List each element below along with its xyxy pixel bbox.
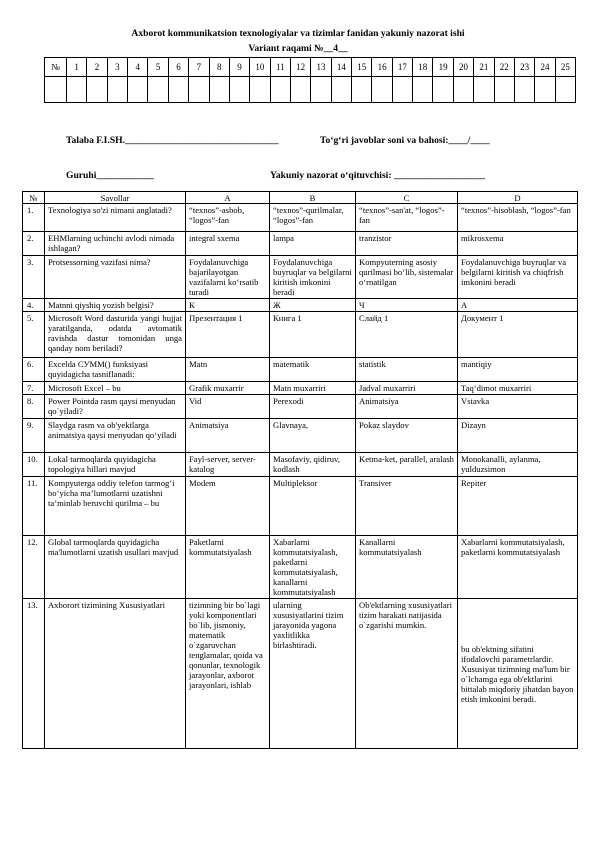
option-a[interactable]: К — [186, 299, 270, 312]
answer-cell[interactable] — [494, 77, 514, 103]
question-row — [23, 299, 578, 312]
answer-grid — [44, 57, 576, 103]
option-c[interactable]: Kanallarni kommutatsiyalash — [356, 536, 458, 599]
answer-grid-header-row — [45, 58, 576, 77]
answer-grid-number: 21 — [474, 58, 494, 77]
header-option-a: A — [186, 192, 270, 204]
answer-cell[interactable] — [87, 77, 107, 103]
option-b[interactable]: Perexodi — [270, 395, 356, 419]
question-number: 6. — [23, 358, 45, 382]
variant-number: Variant raqami №__4__ — [248, 43, 348, 54]
option-a[interactable]: Paketlarni kommutatsiyalash — [186, 536, 270, 599]
header-question: Savollar — [45, 192, 186, 204]
question-row — [23, 477, 578, 536]
answer-grid-number: 1 — [67, 58, 87, 77]
answer-grid-number: 18 — [413, 58, 433, 77]
question-row — [23, 358, 578, 382]
answer-cell[interactable] — [311, 77, 331, 103]
answer-cell[interactable] — [168, 77, 188, 103]
question-number: 10. — [23, 453, 45, 477]
option-d[interactable]: Taq‘dimot muxarriri — [458, 382, 578, 395]
option-b[interactable]: “texnos”-qurilmalar, “logos”-fan — [270, 204, 356, 232]
option-d[interactable]: bu ob'ektning sifatini ifodalovchi parametrlardir. Xususiyat tizimning ma'lum bir o`lchamga ega ob'ektlarini bittalab miqdoriy jihatdan bayon etish imkonini beradi. — [458, 599, 578, 749]
question-text: Excelda СУММ() funksiyasi quyidagicha tasniflanadi: — [45, 358, 186, 382]
option-d[interactable]: Vstavka — [458, 395, 578, 419]
question-number: 4. — [23, 299, 45, 312]
question-number: 13. — [23, 599, 45, 749]
score-field[interactable]: To‘g‘ri javoblar soni va bahosi:____/____ — [320, 135, 490, 146]
answer-grid-number: 3 — [107, 58, 127, 77]
question-row — [23, 395, 578, 419]
option-c[interactable]: Jadval muxarriri — [356, 382, 458, 395]
answer-cell[interactable] — [331, 77, 351, 103]
option-c[interactable]: tranzistor — [356, 232, 458, 256]
answer-grid-number: 12 — [290, 58, 310, 77]
question-text: Global tarmoqlarda quyidagicha ma'lumotlarni uzatish usullari mavjud — [45, 536, 186, 599]
question-text: Protsessorning vazifasi nima? — [45, 256, 186, 299]
option-b[interactable]: Glavnaya, — [270, 419, 356, 453]
question-text: Microsoft Excel – bu — [45, 382, 186, 395]
answer-grid-number: 2 — [87, 58, 107, 77]
question-row — [23, 204, 578, 232]
header-number: № — [23, 192, 45, 204]
option-b[interactable]: Xabarlarni kommutatsiyalash, paketlarni kommutatsiyalash, kanallarni kommutatsiyalash — [270, 536, 356, 599]
answer-grid-number: 24 — [535, 58, 555, 77]
question-text: Power Pointda rasm qaysi menyudan qo`yiladi? — [45, 395, 186, 419]
option-d[interactable]: “texnos”-hisoblash, “logos”-fan — [458, 204, 578, 232]
answer-grid-number: 4 — [128, 58, 148, 77]
teacher-field[interactable]: Yakuniy nazorat o‘qituvchisi: ___________________ — [270, 170, 486, 181]
option-c[interactable]: Transiver — [356, 477, 458, 536]
answer-cell[interactable] — [453, 77, 473, 103]
question-number: 1. — [23, 204, 45, 232]
question-number: 2. — [23, 232, 45, 256]
question-text: EHMlarning uchinchi avlodi nimada ishlagan? — [45, 232, 186, 256]
question-number: 12. — [23, 536, 45, 599]
option-c[interactable]: Kompyuterning asosiy qurilmasi bo‘lib, sistemalar o‘rnatilgan — [356, 256, 458, 299]
option-d[interactable]: Xabarlarni kommutatsiyalash, paketlarni kommutatsiyalash — [458, 536, 578, 599]
option-b[interactable]: Masofaviy, qidiruv, kodlash — [270, 453, 356, 477]
answer-cell[interactable] — [270, 77, 290, 103]
option-a[interactable]: “texnos”-asbob, “logos”-fan — [186, 204, 270, 232]
answer-cell[interactable] — [413, 77, 433, 103]
option-d[interactable]: mantiqiy — [458, 358, 578, 382]
questions-header-row — [23, 192, 578, 204]
answer-grid-number: 14 — [331, 58, 351, 77]
answer-cell[interactable] — [229, 77, 249, 103]
question-text: Axborort tizimining Xususiyatlari — [45, 599, 186, 749]
option-c[interactable]: “texnos”-san'at, “logos”-fan — [356, 204, 458, 232]
header-option-d: D — [458, 192, 578, 204]
answer-cell[interactable] — [148, 77, 168, 103]
answer-grid-number: 11 — [270, 58, 290, 77]
option-a[interactable]: Grafik muxarrir — [186, 382, 270, 395]
answer-cell[interactable] — [514, 77, 534, 103]
answer-grid-number: 19 — [433, 58, 453, 77]
option-b[interactable]: lampa — [270, 232, 356, 256]
option-d[interactable]: Документ 1 — [458, 312, 578, 358]
answer-grid-answer-row — [45, 77, 576, 103]
option-d[interactable]: Foydalanuvchiga buyruqlar va belgilarni kiritish va chiqfrish imkonini beradi — [458, 256, 578, 299]
answer-cell[interactable] — [189, 77, 209, 103]
answer-grid-number: 20 — [453, 58, 473, 77]
answer-cell[interactable] — [107, 77, 127, 103]
option-b[interactable]: Книга 1 — [270, 312, 356, 358]
answer-cell[interactable] — [352, 77, 372, 103]
question-text: Lokal tarmoqlarda quyidagicha topologiya hillari mavjud — [45, 453, 186, 477]
option-b[interactable]: ularning xususiyatlarini tizim jarayonida yagona yaxlitlikka birlashtiradi. — [270, 599, 356, 749]
answer-grid-number: 22 — [494, 58, 514, 77]
answer-grid-number: 9 — [229, 58, 249, 77]
answer-grid-label: № — [45, 58, 67, 77]
option-c[interactable]: statistik — [356, 358, 458, 382]
option-b[interactable]: Ж — [270, 299, 356, 312]
answer-cell[interactable] — [555, 77, 575, 103]
option-c[interactable]: Ob'ektlarning xususiyatlari tizim harakati natijasida o`zgarishi mumkin. — [356, 599, 458, 749]
option-a[interactable]: Презентация 1 — [186, 312, 270, 358]
header-option-c: C — [356, 192, 458, 204]
question-number: 5. — [23, 312, 45, 358]
question-number: 7. — [23, 382, 45, 395]
question-number: 3. — [23, 256, 45, 299]
answer-cell[interactable] — [535, 77, 555, 103]
option-a[interactable]: Fayl-server, server-katalog — [186, 453, 270, 477]
question-row — [23, 256, 578, 299]
question-text: Kompyuterga oddiy telefon tarmog‘i bo‘yicha ma’lumotlarni uzatishni ta’minlab beruvchi qurilma – bu — [45, 477, 186, 536]
option-a[interactable]: Matn — [186, 358, 270, 382]
option-b[interactable]: Multipleksor — [270, 477, 356, 536]
answer-cell[interactable] — [392, 77, 412, 103]
group-field[interactable]: Guruhi____________ — [66, 170, 154, 181]
answer-grid-number: 16 — [372, 58, 392, 77]
option-d[interactable]: Dizayn — [458, 419, 578, 453]
question-row — [23, 419, 578, 453]
answer-cell[interactable] — [372, 77, 392, 103]
option-c[interactable]: Pokaz slaydov — [356, 419, 458, 453]
option-a[interactable]: Animatsiya — [186, 419, 270, 453]
question-row — [23, 312, 578, 358]
option-d[interactable]: Repiter — [458, 477, 578, 536]
option-a[interactable]: Modem — [186, 477, 270, 536]
header-option-b: B — [270, 192, 356, 204]
answer-grid-label-spacer — [45, 77, 67, 103]
answer-grid-number: 5 — [148, 58, 168, 77]
answer-grid-number: 15 — [352, 58, 372, 77]
question-text: Microsoft Word dasturida yangi hujjat yaratilganda, odatda avtomatik ravishda dastur tomonidan unga qanday nom beriladi? — [45, 312, 186, 358]
question-row — [23, 599, 578, 749]
option-d[interactable]: А — [458, 299, 578, 312]
option-a[interactable]: Foydalanuvchiga bajarilayotgan vazifalarni ko‘rsatib turadi — [186, 256, 270, 299]
option-a[interactable]: integral sxema — [186, 232, 270, 256]
answer-grid-number: 10 — [250, 58, 270, 77]
question-text: Slaydga rasm va ob'yektlarga animatsiya qaysi menyudan qo‘yiladi — [45, 419, 186, 453]
question-number: 8. — [23, 395, 45, 419]
option-b[interactable]: Foydalanuvchiga buyruqlar va belgilarni kiritish imkonini beradi — [270, 256, 356, 299]
question-row — [23, 453, 578, 477]
answer-cell[interactable] — [474, 77, 494, 103]
answer-grid-number: 8 — [209, 58, 229, 77]
answer-grid-number: 25 — [555, 58, 575, 77]
option-b[interactable]: Matn muxarriri — [270, 382, 356, 395]
answer-grid-number: 6 — [168, 58, 188, 77]
student-name-field[interactable]: Talaba F.I.SH.________________________________ — [66, 135, 279, 146]
question-text: Texnologiya so'zi nimani anglatadi? — [45, 204, 186, 232]
option-c[interactable]: Ketma-ket, parallel, aralash — [356, 453, 458, 477]
option-d[interactable]: mikrosxema — [458, 232, 578, 256]
option-c[interactable]: Animatsiya — [356, 395, 458, 419]
option-d[interactable]: Monokanalli, aylanma, yulduzsimon — [458, 453, 578, 477]
answer-grid-number: 17 — [392, 58, 412, 77]
question-row — [23, 382, 578, 395]
option-c[interactable]: Слайд 1 — [356, 312, 458, 358]
question-number: 11. — [23, 477, 45, 536]
question-row — [23, 232, 578, 256]
answer-grid-number: 13 — [311, 58, 331, 77]
question-number: 9. — [23, 419, 45, 453]
question-row — [23, 536, 578, 599]
answer-cell[interactable] — [209, 77, 229, 103]
answer-grid-number: 7 — [189, 58, 209, 77]
answer-cell[interactable] — [250, 77, 270, 103]
exam-title: Axborot kommunikatsion texnologiyalar va tizimlar fanidan yakuniy nazorat ishi — [131, 28, 465, 39]
option-b[interactable]: matematik — [270, 358, 356, 382]
answer-grid-number: 23 — [514, 58, 534, 77]
question-text: Matnni qiyshiq yozish belgisi? — [45, 299, 186, 312]
answer-cell[interactable] — [290, 77, 310, 103]
option-a[interactable]: Vid — [186, 395, 270, 419]
answer-cell[interactable] — [128, 77, 148, 103]
answer-cell[interactable] — [433, 77, 453, 103]
option-c[interactable]: Ч — [356, 299, 458, 312]
option-a[interactable]: tizimning bir bo`lagi yoki komponentlari bo`lib, jismoniy, matematik o`zgaruvchan tenglamalar, qoida va qonunlar, texnologik jarayonlar, axborot jarayonlari, ishlab — [186, 599, 270, 749]
answer-cell[interactable] — [67, 77, 87, 103]
questions-table — [22, 191, 578, 749]
